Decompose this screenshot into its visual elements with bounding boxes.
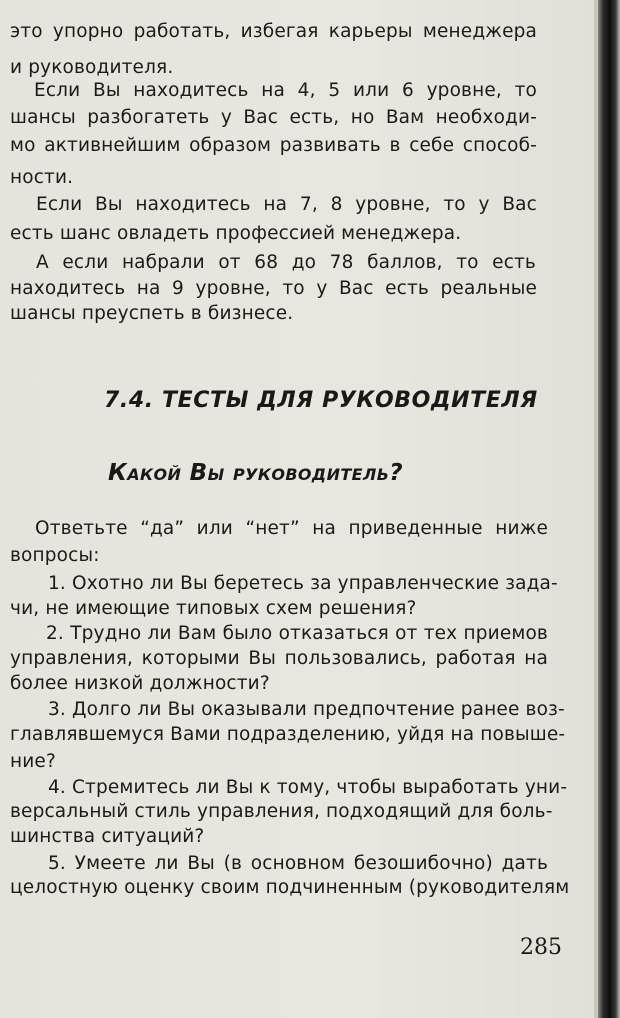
question-line: чи, не имеющие типовых схем решения?	[10, 598, 417, 619]
text-line: это упорно работать, избегая карьеры менеджера	[10, 21, 537, 42]
question-line: 3. Долго ли Вы оказывали предпочтение ранее воз-	[48, 699, 565, 720]
question-line: версальный стиль управления, подходящий для боль-	[10, 801, 553, 822]
page-number: 285	[520, 935, 562, 960]
question-line: 2. Трудно ли Вам было отказаться от тех приемов	[46, 623, 548, 644]
text-line: мо активнейшим образом развивать в себе способ-	[10, 135, 537, 156]
question-line: более низкой должности?	[10, 673, 270, 694]
question-line: 5. Умеете ли Вы (в основном безошибочно) дать	[48, 853, 548, 874]
text-line: вопросы:	[10, 545, 100, 566]
question-line: управления, которыми Вы пользовались, работая на	[10, 648, 548, 669]
text-line: и руководителя.	[10, 57, 174, 78]
question-line: 4. Стремитесь ли Вы к тому, чтобы выработать уни-	[48, 777, 568, 798]
text-line: шансы разбогатеть у Вас есть, но Вам необходи-	[10, 107, 537, 128]
text-line: ности.	[10, 167, 74, 188]
question-line: ние?	[10, 751, 56, 772]
text-line: находитесь на 9 уровне, то у Вас есть реальные	[10, 278, 537, 299]
question-line: шинства ситуаций?	[10, 826, 205, 847]
text-line: А если набрали от 68 до 78 баллов, то есть	[36, 252, 536, 273]
question-line: главлявшемуся Вами подразделению, уйдя на повыше-	[10, 724, 566, 745]
question-line: целостную оценку своим подчиненным (руководителям	[10, 877, 570, 898]
text-line: Ответьте “да” или “нет” на приведенные ниже	[35, 518, 548, 539]
question-line: 1. Охотно ли Вы беретесь за управленческие зада-	[48, 573, 558, 594]
text-line: Если Вы находитесь на 7, 8 уровне, то у Вас	[36, 194, 537, 215]
text-line: есть шанс овладеть профессией менеджера.	[10, 223, 462, 244]
text-line: Если Вы находитесь на 4, 5 или 6 уровне, то	[34, 80, 537, 101]
book-binding-edge	[598, 0, 620, 1018]
text-line: шансы преуспеть в бизнесе.	[10, 303, 294, 324]
subheading: Какой Вы руководитель?	[108, 460, 404, 486]
section-heading: 7.4. ТЕСТЫ ДЛЯ РУКОВОДИТЕЛЯ	[104, 388, 538, 413]
